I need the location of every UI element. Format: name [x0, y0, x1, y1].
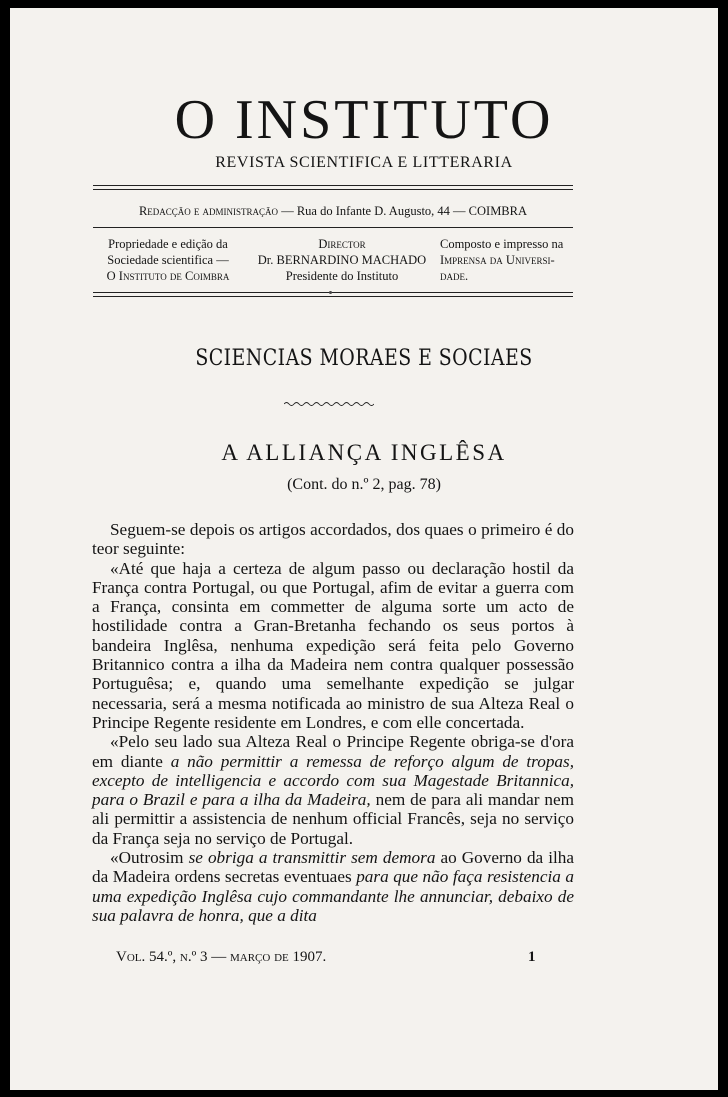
paragraph-4	[92, 848, 574, 925]
journal-page	[10, 8, 718, 1090]
continuation-note: (Cont. do n.º 2, pag. 78)	[287, 476, 441, 493]
masthead-rule-top	[93, 185, 573, 186]
director-column	[250, 236, 434, 284]
p3-plain-c: nem de para ali mandar nem ali permittir a assistencia de nenhum official Francês, seja no serviço da França seja no serviço de Portugal.	[92, 790, 574, 848]
p4-italic-d: para que não faça resistencia a uma expedição Inglêsa cujo commandante lhe annunciar, debaixo de sua palavra de honra, que a dita	[92, 867, 574, 925]
publisher-line-2: Sociedade scientifica —	[107, 253, 229, 267]
director-role: Presidente do Instituto	[285, 269, 399, 283]
article-body	[92, 520, 574, 925]
page-number: 1	[528, 949, 536, 965]
printer-column	[440, 236, 580, 284]
director-label: Director	[318, 237, 366, 251]
volume-line: Vol. 54.º, n.º 3 — março de 1907.	[116, 949, 327, 965]
paragraph-3	[92, 732, 574, 848]
admin-address: — Rua do Infante D. Augusto, 44 — COIMBRA	[281, 204, 528, 218]
p4-italic-b: se obriga a transmittir sem demora	[188, 848, 436, 868]
wavy-ornament-icon	[284, 401, 374, 407]
masthead-rule-top-thin	[93, 189, 573, 190]
section-heading: SCIENCIAS MORAES E SOCIAES	[195, 346, 533, 371]
article-title: A ALLIANÇA INGLÊSA	[221, 440, 507, 465]
admin-label: Redacção e administração	[138, 204, 279, 218]
p4-plain-c: ao Governo da ilha da Madeira ordens secretas eventuaes	[92, 848, 575, 887]
masthead-rule-mid	[93, 227, 573, 228]
p3-italic: a não permittir a remessa de reforço algum de tropas, excepto de intelligencia e accordo com sua Magestade Britannica, para o Brazil e para a ilha da Madeira,	[92, 751, 574, 810]
p4-plain-a: «Outrosim	[110, 848, 184, 868]
masthead-rule-bottom-thin	[93, 296, 573, 297]
publisher-line-3: O Instituto de Coimbra	[106, 269, 230, 283]
paragraph-1: Seguem-se depois os artigos accordados, dos quaes o primeiro é do teor seguinte:	[92, 520, 574, 559]
administration-line	[93, 204, 573, 219]
printer-line-1: Composto e impresso na	[440, 237, 564, 251]
printer-line-3: dade.	[440, 269, 469, 283]
printer-line-2: Imprensa da Universi-	[440, 253, 555, 267]
rule-dot	[329, 291, 332, 294]
p3-plain-a: «Pelo seu lado sua Alteza Real o Principe Regente obriga-se d'ora em diante	[92, 732, 574, 771]
masthead-rule-bottom	[93, 292, 573, 293]
paragraph-2: «Até que haja a certeza de algum passo ou declaração hostil da França contra Portugal, ou que Portugal, afim de evitar a guerra com a França, consinta em commetter de alguma sorte um acto de hostilidade contra a Gran-Bretanha fechando os seus portos à bandeira Inglêsa, nenhuma expedição será feita pelo Governo Britannico contra a ilha da Madeira nem contra qualquer possessão Portuguêsa; e, quando uma semelhante expedição se julgar necessaria, será a mesma notificada ao ministro de sua Alteza Real o Principe Regente residente em Londres, e com elle concertada.	[92, 558, 574, 732]
publisher-column	[93, 236, 243, 284]
journal-subtitle: REVISTA SCIENTIFICA E LITTERARIA	[215, 154, 513, 171]
publisher-line-1: Propriedade e edição da	[108, 237, 228, 251]
director-name: Dr. BERNARDINO MACHADO	[257, 253, 427, 267]
journal-title: O INSTITUTO	[174, 89, 554, 151]
